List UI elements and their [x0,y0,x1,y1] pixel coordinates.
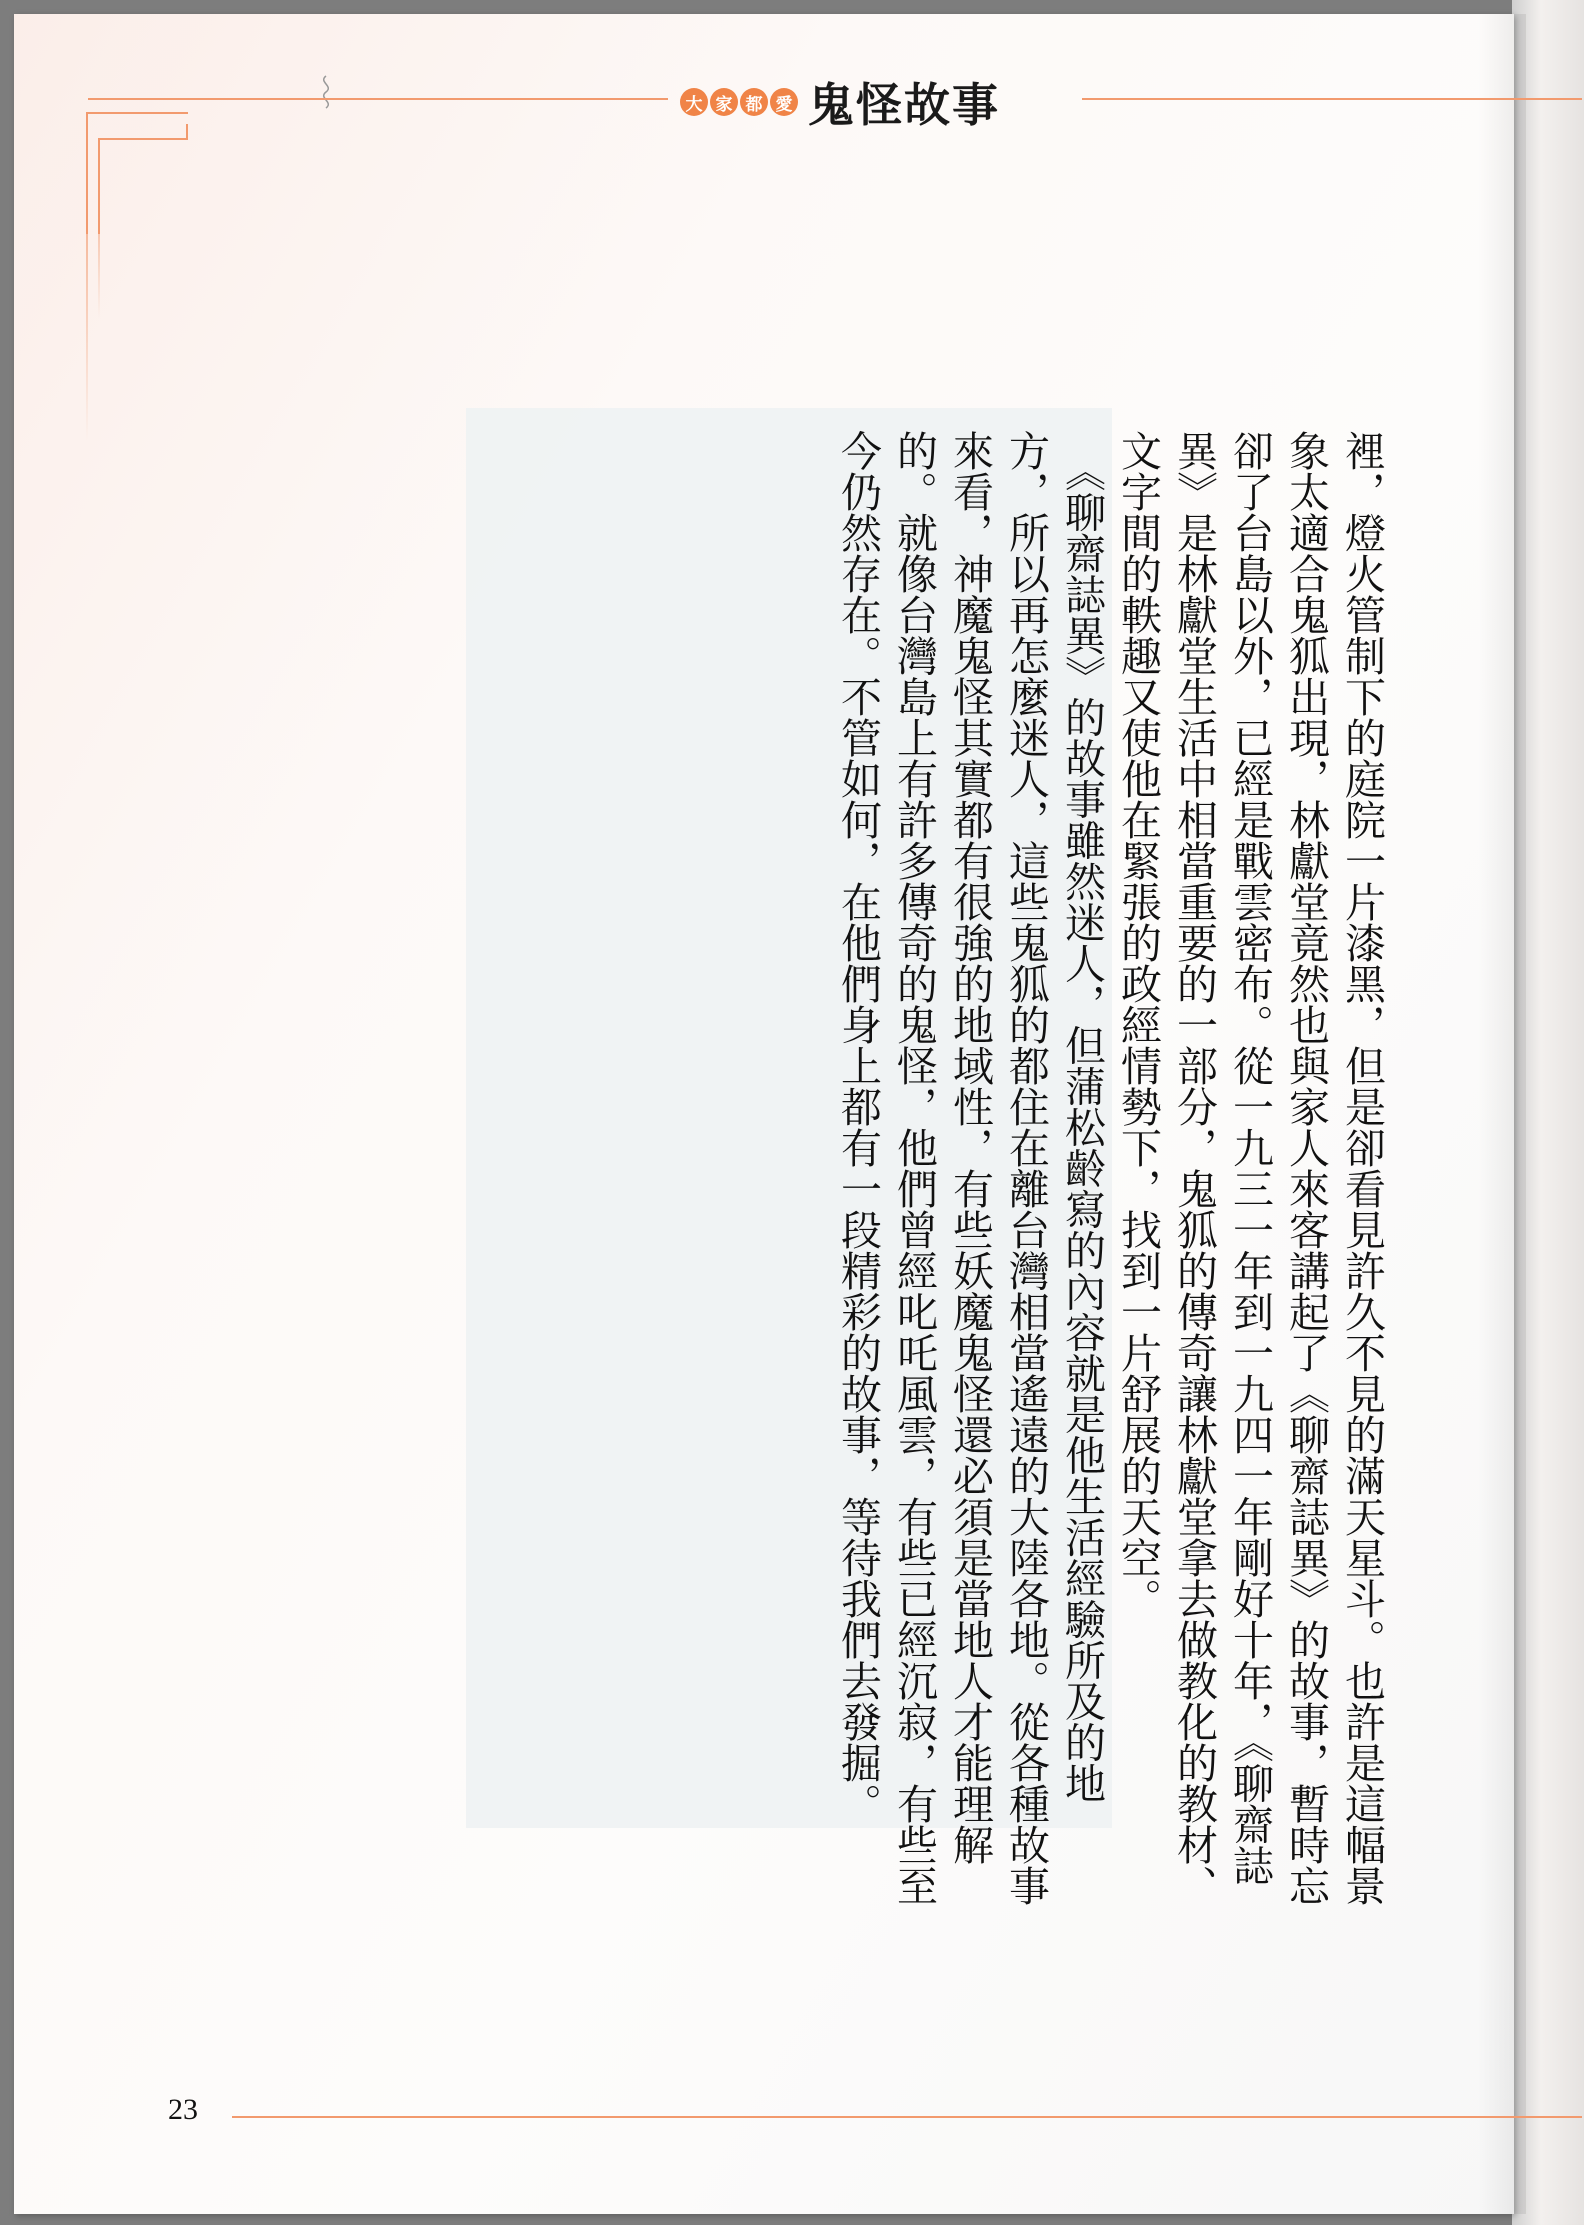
body-text [560,430,1390,1975]
paragraph [830,430,1110,1975]
frame-left-rule [86,112,88,442]
text-column: 的。就像台灣島上有許多傳奇的鬼怪，他們曾經叱吒風雲，有些已經沉寂，有些至 [890,430,938,1906]
text-column: 文字間的軼趣又使他在緊張的政經情勢下，找到一片舒展的天空。 [1114,430,1162,1619]
series-badge: 家 [710,88,738,116]
text-column: 卻了台島以外，已經是戰雲密布。從一九三一年到一九四一年剛好十年，《聊齋誌 [1226,430,1274,1886]
series-badge: 都 [740,88,768,116]
text-column: 方，所以再怎麼迷人，這些鬼狐的都住在離台灣相當遙遠的大陸各地。從各種故事 [1002,430,1050,1906]
decorative-squiggle [316,74,336,114]
text-column: 裡，燈火管制下的庭院一片漆黑，但是卻看見許久不見的滿天星斗。也許是這幅景 [1338,430,1386,1906]
paragraph [1110,430,1390,1975]
text-column: 象太適合鬼狐出現，林獻堂竟然也與家人來客講起了《聊齋誌異》的故事，暫時忘 [1282,430,1330,1906]
footer-rule [232,2116,1582,2118]
frame-left-rule-inner [98,138,100,318]
header-rule-right [1082,98,1582,100]
book-title: 鬼怪故事 [808,78,1000,132]
header-rule-left [88,98,668,100]
text-column: 異》是林獻堂生活中相當重要的一部分，鬼狐的傳奇讓林獻堂拿去做教化的教材、 [1170,430,1218,1906]
corner-frame-inner [98,138,186,234]
page-gutter-shadow [1478,14,1526,2214]
page-number: 23 [168,2093,198,2126]
running-header [680,62,1000,142]
text-column: 來看，神魔鬼怪其實都有很強的地域性，有些妖魔鬼怪還必須是當地人才能理解 [946,430,994,1865]
text-column: 《聊齋誌異》的故事雖然迷人，但蒲松齡寫的內容就是他生活經驗所及的地 [1058,430,1106,1804]
series-badge: 大 [680,88,708,116]
text-column: 今仍然存在。不管如何，在他們身上都有一段精彩的故事，等待我們去發掘。 [834,430,882,1824]
series-badge: 愛 [770,88,798,116]
